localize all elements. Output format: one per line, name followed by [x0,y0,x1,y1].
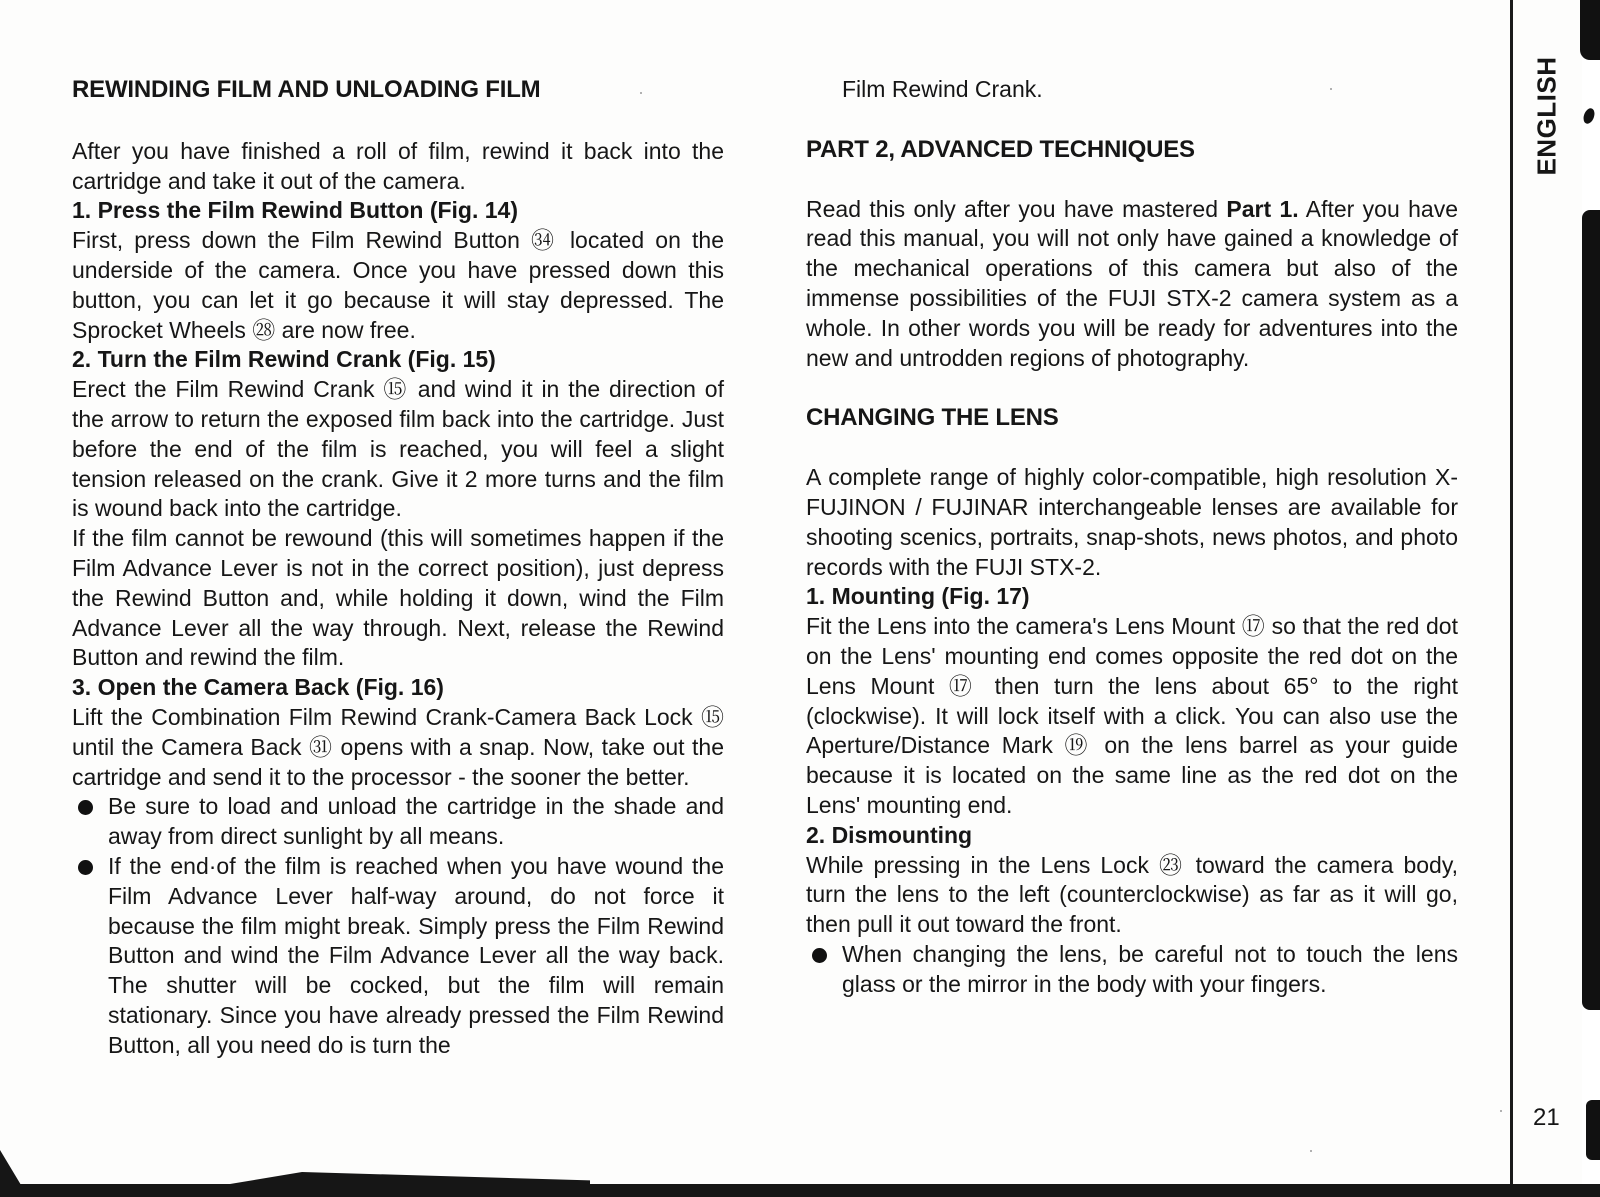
page-number: 21 [1533,1104,1560,1131]
list-item [72,852,724,1061]
mounting-text: Fit the Lens into the camera's Lens Mount ⑰ so that the red dot on the Lens' mounting end comes opposite the red dot on the Lens Mount ⑰ then turn the lens about 65° to the right (clockwise). It will lock itself with a click. You can also use the Aperture/Distance Mark ⑲ on the lens barrel as your guide because it is located on the same line as the red dot on the Lens' mounting end. [806,613,1458,818]
continuation-text: Film Rewind Crank. [842,76,1043,102]
step-1-title: 1. Press the Film Rewind Button (Fig. 14) [72,197,518,224]
section-heading-changing-lens: CHANGING THE LENS [806,404,1059,432]
section-heading-rewinding: REWINDING FILM AND UNLOADING FILM [72,76,541,103]
dismounting-text: While pressing in the Lens Lock ㉓ toward the camera body, turn the lens to the left (counterclockwise) as far as it will go, then pull it out toward the front. [806,851,1458,938]
step-3-text: Lift the Combination Film Rewind Crank-Camera Back Lock ⑮ until the Camera Back ㉛ opens with a snap. Now, take out the cartridge and send it to the processor - the sooner the better. [72,703,724,790]
left-column [72,72,724,1061]
part-1-reference: Part 1. [1226,195,1299,222]
dismounting-title: 2. Dismounting [806,821,973,848]
bullet-text: When changing the lens, be careful not to touch the lens glass or the mirror in the body with your fingers. [842,940,1458,997]
part-2-text [806,195,1458,374]
bullet-icon [78,860,93,875]
bullet-text: Be sure to load and unload the cartridge in the shade and away from direct sunlight by all means. [108,793,724,850]
right-column [806,72,1458,1000]
lens-notes [806,940,1458,1000]
mounting-title: 1. Mounting (Fig. 17) [806,583,1030,610]
scan-speck [1330,88,1332,90]
rewinding-notes [72,792,724,1060]
part-2-text-a: Read this only after you have mastered [806,195,1227,222]
language-tab [1525,46,1569,186]
step-1-text: First, press down the Film Rewind Button ㉞ located on the underside of the camera. Once you have pressed down this button, you can let it go because it will stay depressed. The Sprocket Wheels ㉘ are now free. [72,227,724,343]
scan-edge-mark [230,1172,590,1184]
step-3-title: 3. Open the Camera Back (Fig. 16) [72,674,444,701]
step-2-text: Erect the Film Rewind Crank ⑮ and wind it in the direction of the arrow to return the exposed film back into the cartridge. Just before the end of the film is reached, you will feel a slight tension released on the crank. Give it 2 more turns and the film is wound back into the cartridge. [72,376,724,522]
scan-edge-mark [1582,210,1600,1010]
rewinding-intro: After you have finished a roll of film, rewind it back into the cartridge and take it out of the camera. [72,137,724,194]
lens-intro: A complete range of highly color-compatible, high resolution X-FUJINON / FUJINAR interchangeable lenses are available for shooting scenics, portraits, snap-shots, news photos, and photo records with the FUJI STX-2. [806,464,1458,580]
scan-speck [1310,1150,1312,1152]
scan-speck [640,92,642,94]
part-2-text-b: After you have read this manual, you will not only have gained a knowledge of the mechanical operations of this camera but also of the immense possibilities of the FUJI STX-2 camera system as a whole. In other words you will be ready for adventures into the new and untrodden regions of photography. [806,195,1458,371]
scan-speck [1500,1110,1502,1112]
bullet-text: If the end·of the film is reached when you have wound the Film Advance Lever half-way around, do not force it because the film might break. Simply press the Film Rewind Button and wind the Film Advance Lever all the way back. The shutter will be cocked, but the film will remain stationary. Since you have already pressed the Film Rewind Button, all you need do is turn the [108,852,724,1058]
step-2-text-continued: If the film cannot be rewound (this will sometimes happen if the Film Advance Lever is not in the correct position), just depress the Rewind Button and, while holding it down, wind the Film Advance Lever all the way through. Next, release the Rewind Button and rewind the film. [72,525,724,671]
bullet-icon [812,948,827,963]
scan-bottom-border [0,1184,1600,1197]
language-tab-label: ENGLISH [1531,56,1562,176]
list-item [72,792,724,852]
scan-edge-mark [1580,0,1600,60]
step-2-title: 2. Turn the Film Rewind Crank (Fig. 15) [72,346,496,373]
scan-edge-mark [1586,1100,1600,1160]
bullet-icon [78,800,93,815]
margin-divider [1510,0,1513,1197]
list-item [806,940,1458,1000]
section-heading-part-2: PART 2, ADVANCED TECHNIQUES [806,135,1195,163]
